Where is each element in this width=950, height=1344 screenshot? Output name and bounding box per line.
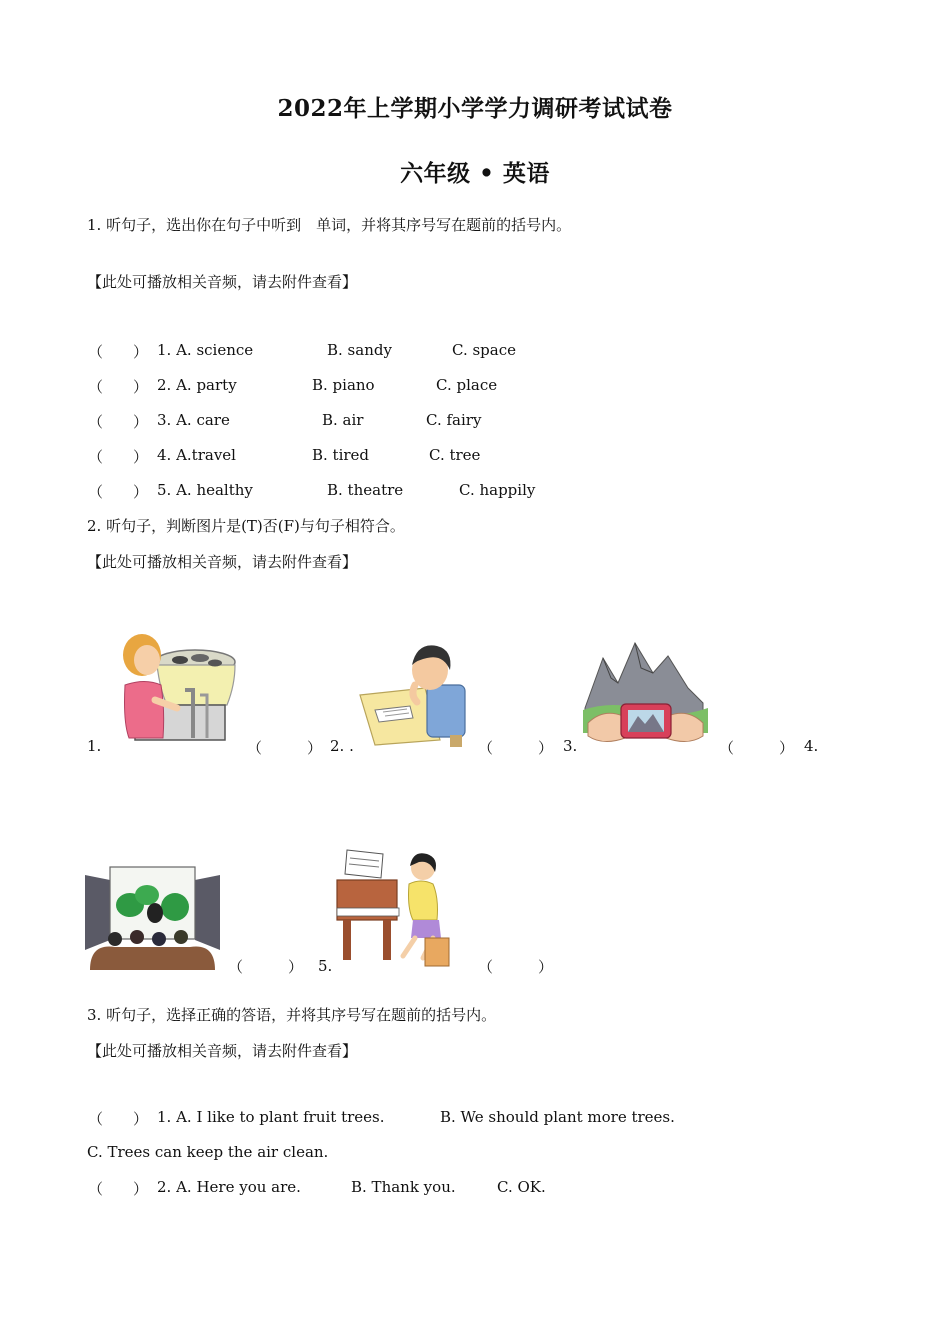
option-c: C. Trees can keep the air clean. <box>87 1143 329 1161</box>
option-a: 5. A. healthy <box>157 481 253 499</box>
answer-blank[interactable]: （ ） <box>88 413 149 431</box>
picture-label-3: 3. <box>563 737 578 755</box>
answer-blank[interactable]: （ ） <box>719 739 795 757</box>
option-a: 2. A. Here you are. <box>157 1178 301 1196</box>
option-b: B. sandy <box>327 341 392 359</box>
option-c: C. space <box>452 341 516 359</box>
answer-blank[interactable]: （ ） <box>88 483 149 501</box>
picture-label-5: 5. <box>318 957 333 975</box>
section1-audio-note: 【此处可播放相关音频，请去附件查看】 <box>87 273 358 291</box>
section2-audio-note: 【此处可播放相关音频，请去附件查看】 <box>87 553 358 571</box>
option-a: 1. A. science <box>157 341 254 359</box>
option-b: B. air <box>322 411 364 429</box>
option-b: B. piano <box>312 376 375 394</box>
option-b: B. We should plant more trees. <box>440 1108 675 1126</box>
cinema-picture <box>85 865 220 970</box>
answer-blank[interactable]: （ ） <box>88 378 149 396</box>
section1-instruction: 1. 听句子，选出你在句子中听到 单词，并将其序号写在题前的括号内。 <box>87 216 572 234</box>
answer-blank[interactable]: （ ） <box>88 343 149 361</box>
option-b: B. Thank you. <box>351 1178 456 1196</box>
picture-label-1: 1. <box>87 737 102 755</box>
girl-playing-piano-picture <box>335 848 455 970</box>
answer-blank[interactable]: （ ） <box>478 739 554 757</box>
option-a: 2. A. party <box>157 376 237 394</box>
option-b: B. theatre <box>327 481 404 499</box>
option-a: 4. A.travel <box>157 446 236 464</box>
page-title: 2022年上学期小学学力调研考试试卷 <box>277 95 673 122</box>
option-a: 3. A. care <box>157 411 230 429</box>
picture-label-2: 2. . <box>330 737 354 755</box>
option-a: 1. A. I like to plant fruit trees. <box>157 1108 385 1126</box>
page-subtitle: 六年级 • 英语 <box>400 160 550 187</box>
option-c: C. fairy <box>426 411 482 429</box>
answer-blank[interactable]: （ ） <box>247 739 323 757</box>
boy-reading-picture <box>355 640 470 750</box>
answer-blank[interactable]: （ ） <box>228 958 304 976</box>
option-c: C. OK. <box>497 1178 546 1196</box>
answer-blank[interactable]: （ ） <box>88 1110 149 1128</box>
section3-instruction: 3. 听句子，选择正确的答语，并将其序号写在题前的括号内。 <box>87 1006 497 1024</box>
girl-washing-dishes-picture <box>115 630 240 745</box>
option-c: C. place <box>436 376 498 394</box>
option-b: B. tired <box>312 446 370 464</box>
section3-audio-note: 【此处可播放相关音频，请去附件查看】 <box>87 1042 358 1060</box>
section2-instruction: 2. 听句子，判断图片是(T)否(F)与句子相符合。 <box>87 517 405 535</box>
option-c: C. happily <box>459 481 536 499</box>
option-c: C. tree <box>429 446 481 464</box>
answer-blank[interactable]: （ ） <box>88 1180 149 1198</box>
answer-blank[interactable]: （ ） <box>478 958 554 976</box>
mountain-photo-picture <box>583 638 711 750</box>
answer-blank[interactable]: （ ） <box>88 448 149 466</box>
picture-label-4: 4. <box>804 737 819 755</box>
